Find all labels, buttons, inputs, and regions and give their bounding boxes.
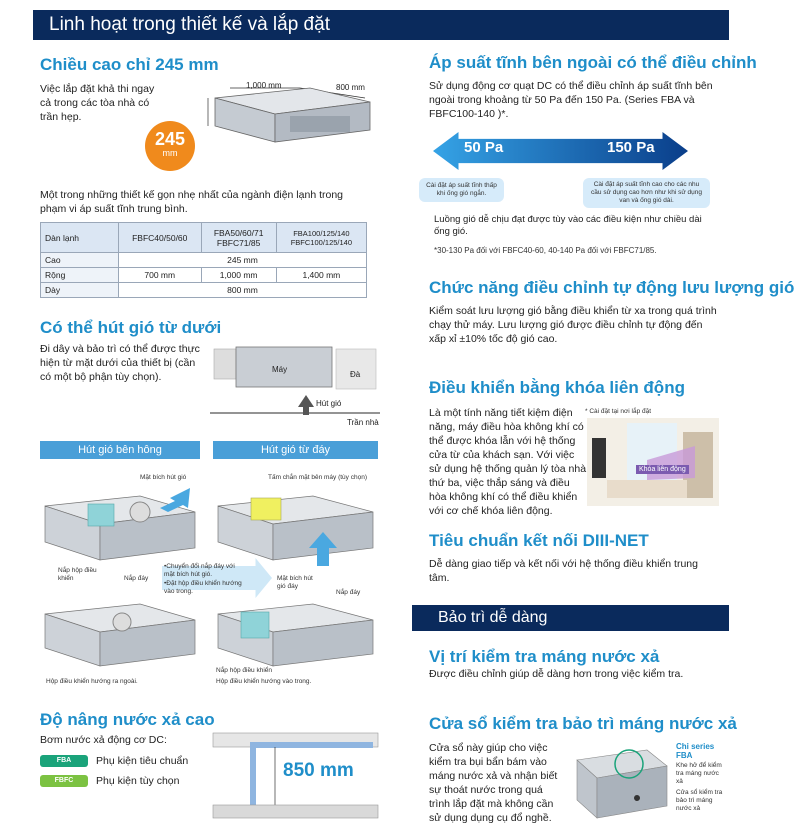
drain-pan-desc: Được điều chỉnh giúp dễ dàng hơn trong việc kiểm tra. — [429, 668, 684, 680]
auto-flow-desc: Kiểm soát lưu lượng gió bằng điều khiển từ xa trong quá trình chạy thử máy. Lưu lượng gió được điều chỉnh tự động đến xấp xỉ ±10% tốc độ gió cao. — [429, 305, 717, 345]
height-desc: Việc lắp đặt khả thi ngay cả trong các tòa nhà có trần hẹp. — [40, 83, 155, 123]
fba-only-label: Chỉ series FBA — [676, 742, 715, 760]
drain-pan-title: Vị trí kiểm tra máng nước xả — [429, 647, 660, 666]
drain-title: Độ nâng nước xả cao — [40, 710, 215, 729]
note-box-out: Hộp điều khiển hướng ra ngoài. — [46, 678, 138, 685]
window-desc: Cửa sổ này giúp cho việc kiểm tra bụi bẩn bám vào máng nước xả và nhận biết sự thoát nước trong quá trình lắp đặt mà không cần sử dụng dụng cụ đổ nghề. — [429, 742, 558, 824]
banner-fade — [599, 10, 729, 40]
table-cell: 700 mm — [119, 268, 202, 283]
top-banner-title: Linh hoạt trong thiết kế và lắp đặt — [49, 14, 330, 35]
table-row-label: Dày — [41, 283, 119, 298]
table-header-col3a: FBA100/125/140 — [293, 228, 350, 238]
bottom-intake-desc: Đi dây và bảo trì có thể được thực hiện từ mặt dưới của thiết bị (cần có một bộ phận tùy chọn). — [40, 343, 200, 383]
note-control-box: Nắp hộp điều khiển — [58, 567, 97, 582]
maintenance-banner — [412, 605, 729, 631]
table-header-unit: Dàn lạnh — [41, 223, 119, 253]
table-header-col3 — [276, 223, 366, 253]
fbfc-tag: FBFC — [40, 775, 88, 787]
dim-length-label: 1,000 mm — [246, 81, 282, 90]
pressure-desc: Sử dụng động cơ quạt DC có thể điều chỉnh áp suất tĩnh bên ngoài trong khoảng từ 50 Pa đến 150 Pa. (Series FBA và FBFC100-140 )*. — [429, 80, 713, 120]
height-title: Chiều cao chỉ 245 mm — [40, 55, 219, 74]
table-cell: 1,000 mm — [201, 268, 276, 283]
drain-subtitle: Bơm nước xả động cơ DC: — [40, 734, 167, 746]
table-header-col2 — [201, 223, 276, 253]
tab-side-intake: Hút gió bên hông — [40, 441, 200, 459]
height-badge-value: 245 — [154, 129, 186, 149]
note-flange-bottom: Mặt bích hút gió đáy — [277, 575, 313, 590]
table-row — [41, 283, 367, 298]
hotel-room-illustration — [587, 418, 719, 506]
maintenance-banner-title: Bảo trì dễ dàng — [438, 609, 548, 626]
note-cover2: Nắp đáy — [336, 589, 361, 596]
window-title: Cửa sổ kiểm tra bảo trì máng nước xả — [429, 714, 737, 733]
fba-tag: FBA — [40, 755, 88, 767]
unit-side-diagram — [40, 468, 200, 568]
interlock-title: Điều khiển bằng khóa liên động — [429, 378, 685, 397]
interlock-note: * Cài đặt tại nơi lắp đặt — [585, 408, 652, 415]
note-swap-1: •Chuyển đổi nắp đáy với mặt bích hút gió. — [164, 563, 235, 578]
pressure-low: 50 Pa — [464, 139, 504, 156]
diii-desc: Dễ dàng giao tiếp và kết nối với hệ thống điều khiển trung tâm. — [429, 558, 698, 584]
pressure-footnote: *30-130 Pa đối với FBFC40-60, 40-140 Pa đối với FBFC71/85. — [434, 246, 657, 255]
table-row-label: Rộng — [41, 268, 119, 283]
table-cell: 245 mm — [119, 253, 367, 268]
inspection-window-illustration — [567, 740, 672, 822]
interlock-desc: Là một tính năng tiết kiệm điện năng, máy điều hòa không khí có thể được khóa lẫn với hệ thống cửa từ của khách sạn. Với việc sử dụng hệ thống quản lý tòa nhà thứ ba, việc thắp sáng và điều hòa không khí có thể điều khiển với cơ chế khóa liên động. — [429, 407, 587, 517]
note-swap-2: •Đặt hộp điều khiển hướng vào trong. — [164, 580, 242, 595]
dim-width-label: 800 mm — [336, 83, 365, 92]
label-unit: Máy — [272, 365, 288, 374]
note-control-box2: Nắp hộp điều khiển — [216, 667, 273, 674]
table-row-label: Cao — [41, 253, 119, 268]
auto-flow-title: Chức năng điều chỉnh tự động lưu lượng gió — [429, 278, 794, 297]
label-intake: Hút gió — [316, 399, 342, 408]
interlock-lock-label: Khóa liên động — [636, 465, 689, 474]
note-flange-side: Mặt bích hút gió — [140, 474, 187, 481]
height-note: Một trong những thiết kế gọn nhẹ nhất của ngành điện lạnh trong phạm vi áp suất tĩnh trung bình. — [40, 189, 344, 215]
pressure-high-note: Cài đặt áp suất tĩnh cao cho các nhu cầu sử dụng cao hơn như khi sử dụng van và ống gió dài. — [583, 178, 710, 208]
diii-title: Tiêu chuẩn kết nối DIII-NET — [429, 531, 649, 550]
table-cell: 1,400 mm — [276, 268, 366, 283]
height-badge — [145, 121, 195, 171]
fbfc-text: Phụ kiện tùy chọn — [96, 775, 180, 787]
note-box-in: Hộp điều khiển hướng vào trong. — [216, 678, 312, 685]
table-row — [41, 268, 367, 283]
tab-bottom-intake: Hút gió từ đáy — [213, 441, 378, 459]
bottom-intake-illustration — [210, 343, 380, 428]
table-header-col3b: FBFC100/125/140 — [290, 237, 353, 247]
hole-label: Khe hở để kiểm tra máng nước xả — [676, 762, 722, 785]
pressure-title: Áp suất tĩnh bên ngoài có thể điều chỉnh — [429, 53, 757, 72]
note-panel-cover: Tấm chắn mặt bên máy (tùy chọn) — [268, 474, 367, 481]
pressure-low-note: Cài đặt áp suất tĩnh thấp khi ống gió ngắn. — [419, 178, 504, 202]
bottom-intake-title: Có thể hút gió từ dưới — [40, 318, 222, 337]
table-header-col2b: FBFC71/85 — [216, 237, 261, 248]
label-beam: Đà — [350, 370, 361, 379]
height-badge-unit: mm — [162, 148, 178, 158]
drain-lift-value: 850 mm — [283, 760, 354, 781]
table-header-col2a: FBA50/60/71 — [213, 227, 264, 238]
table-row — [41, 253, 367, 268]
top-banner — [33, 10, 729, 40]
label-ceiling: Trần nhà — [347, 418, 379, 427]
table-cell: 800 mm — [119, 283, 367, 298]
note-cover: Nắp đáy — [124, 575, 149, 582]
banner-fade — [599, 605, 729, 631]
dimension-table — [40, 222, 367, 298]
fba-text: Phụ kiện tiêu chuẩn — [96, 755, 189, 767]
window-label: Cửa sổ kiểm tra bảo trì máng nước xả — [676, 789, 723, 812]
pressure-high: 150 Pa — [607, 139, 655, 156]
unit-bottom-bottom-view — [213, 600, 378, 672]
unit-bottom-diagram — [213, 468, 378, 568]
unit-side-bottom-view — [40, 600, 200, 672]
pressure-flex: Luồng gió dễ chịu đạt được tùy vào các điều kiện như chiều dài ống gió. — [434, 214, 702, 237]
table-header-col1: FBFC40/50/60 — [119, 223, 202, 253]
